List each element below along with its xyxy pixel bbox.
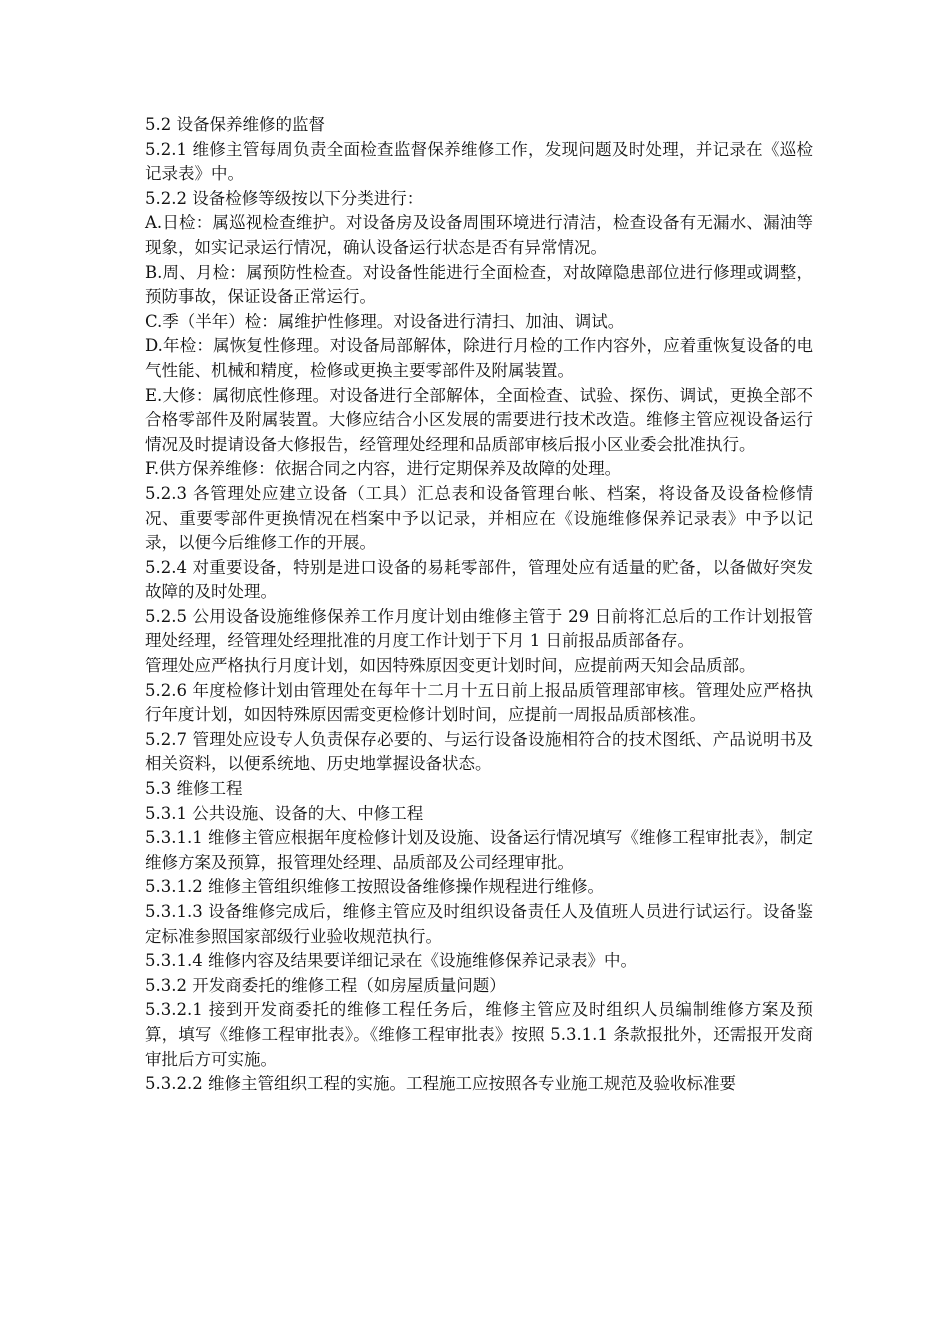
item-c-quarterly-check: C.季（半年）检：属维护性修理。对设备进行清扫、加油、调试。 [145, 311, 625, 331]
subsection-heading-5-3-1: 5.3.1 公共设施、设备的大、中修工程 [145, 803, 424, 823]
clause-5-3-1-4: 5.3.1.4 维修内容及结果要详细记录在《设施维修保养记录表》中。 [145, 951, 637, 971]
item-f-supplier-maintenance: F.供方保养维修：依据合同之内容，进行定期保养及故障的处理。 [145, 459, 622, 479]
clause-5-2-7: 5.2.7 管理处应设专人负责保存必要的、与运行设备设施相符合的技术图纸、产品说明书及相关资料，以便系统地、历史地掌握设备状态。 [145, 729, 813, 774]
clause-5-2-5-continued: 管理处应严格执行月度计划，如因特殊原因变更计划时间，应提前两天知会品质部。 [145, 656, 756, 676]
clause-5-3-1-1: 5.3.1.1 维修主管应根据年度检修计划及设施、设备运行情况填写《维修工程审批表》，制定维修方案及预算，报管理处经理、品质部及公司经理审批。 [145, 828, 813, 872]
item-e-overhaul: E.大修：属彻底性修理。对设备进行全部解体，全面检查、试验、探伤、调试，更换全部不合格零部件及附属装置。大修应结合小区发展的需要进行技术改造。维修主管应视设备运行情况及时提请设备大修报告，经管理处经理和品质部审核后报小区业委会批准执行。 [145, 385, 813, 454]
subsection-heading-5-3-2: 5.3.2 开发商委托的维修工程（如房屋质量问题） [145, 975, 506, 995]
clause-5-2-5: 5.2.5 公用设备设施维修保养工作月度计划由维修主管于 29 日前将汇总后的工作计划报管理处经理，经管理处经理批准的月度工作计划于下月 1 日前报品质部备存。 [145, 606, 813, 651]
clause-5-3-1-3: 5.3.1.3 设备维修完成后，维修主管应及时组织设备责任人及值班人员进行试运行。设备鉴定标准参照国家部级行业验收规范执行。 [145, 902, 813, 946]
document-body [145, 113, 813, 1097]
item-b-weekly-monthly-check: B.周、月检：属预防性检查。对设备性能进行全面检查，对故障隐患部位进行修理或调整，预防事故，保证设备正常运行。 [145, 262, 813, 307]
item-d-annual-check: D.年检：属恢复性修理。对设备局部解体，除进行月检的工作内容外，应着重恢复设备的电气性能、机械和精度，检修或更换主要零部件及附属装置。 [145, 336, 813, 380]
clause-5-2-6: 5.2.6 年度检修计划由管理处在每年十二月十五日前上报品质管理部审核。管理处应严格执行年度计划，如因特殊原因需变更检修计划时间，应提前一周报品质部核准。 [145, 680, 813, 725]
clause-5-3-2-1: 5.3.2.1 接到开发商委托的维修工程任务后，维修主管应及时组织人员编制维修方案及预算，填写《维修工程审批表》。《维修工程审批表》按照 5.3.1.1 条款报批外，还需报开发商审批后方可实施。 [145, 1000, 813, 1069]
clause-5-3-1-2: 5.3.1.2 维修主管组织维修工按照设备维修操作规程进行维修。 [145, 877, 604, 897]
clause-5-3-2-2: 5.3.2.2 维修主管组织工程的实施。工程施工应按照各专业施工规范及验收标准要 [145, 1074, 736, 1094]
clause-5-2-3: 5.2.3 各管理处应建立设备（工具）汇总表和设备管理台帐、档案，将设备及设备检修情况、重要零部件更换情况在档案中予以记录，并相应在《设施维修保养记录表》中予以记录，以便今后维修工作的开展。 [145, 483, 813, 553]
section-heading-5-2: 5.2 设备保养维修的监督 [145, 115, 325, 134]
section-heading-5-3: 5.3 维修工程 [145, 779, 243, 799]
clause-5-2-4: 5.2.4 对重要设备，特别是进口设备的易耗零部件，管理处应有适量的贮备，以备做好突发故障的及时处理。 [145, 557, 813, 602]
clause-5-2-2: 5.2.2 设备检修等级按以下分类进行： [145, 188, 424, 208]
clause-5-2-1: 5.2.1 维修主管每周负责全面检查监督保养维修工作，发现问题及时处理，并记录在《巡检记录表》中。 [145, 139, 813, 184]
item-a-daily-check: A.日检：属巡视检查维护。对设备房及设备周围环境进行清洁，检查设备有无漏水、漏油等现象，如实记录运行情况，确认设备运行状态是否有异常情况。 [145, 213, 813, 257]
